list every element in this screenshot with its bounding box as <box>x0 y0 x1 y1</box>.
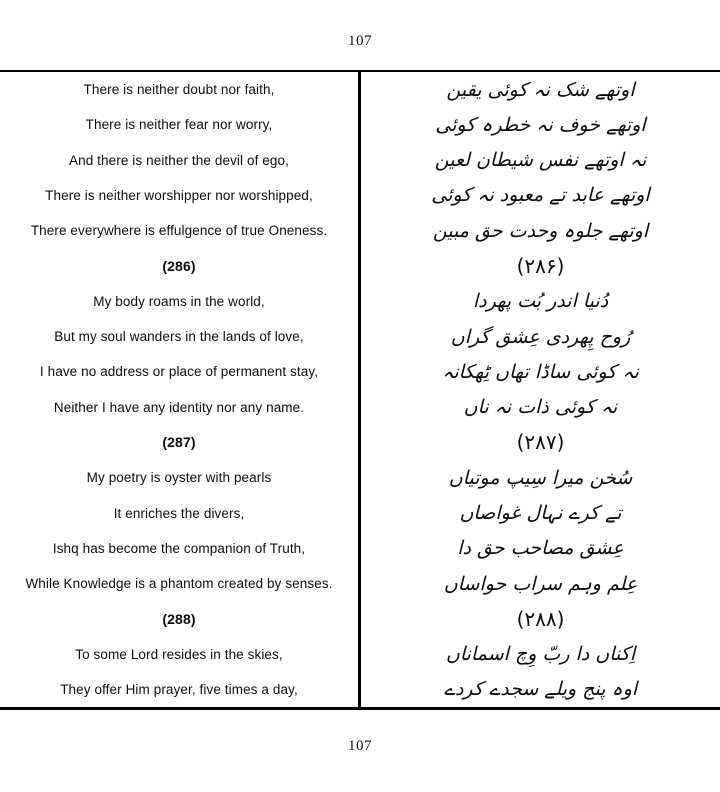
column-divider-rule <box>358 70 361 710</box>
stanza-number-urdu: (۲۸۶) <box>516 254 565 279</box>
verse-line-english: They offer Him prayer, five times a day, <box>60 681 298 697</box>
verse-line-english: Neither I have any identity nor any name. <box>53 399 305 415</box>
verse-line-english: Ishq has become the companion of Truth, <box>52 540 306 556</box>
urdu-column <box>361 72 720 707</box>
verse-line-urdu: نہ کوئی ساڈا تھاں ٹِھکانہ <box>442 360 639 383</box>
verse-line-urdu: دُنیا اندر بُت پھردا <box>472 290 609 313</box>
english-column <box>0 72 358 707</box>
verse-line-urdu: سُخن میرا سِیپ موتیاں <box>448 466 633 489</box>
stanza-number-english: (286) <box>162 258 196 275</box>
verse-line-english: There everywhere is effulgence of true Oneness. <box>30 223 328 239</box>
verse-line-english: My body roams in the world, <box>93 293 265 309</box>
verse-line-english: I have no address or place of permanent stay, <box>39 364 319 380</box>
verse-line-urdu: اوہ پنج ویلے سجدے کردے <box>443 678 638 701</box>
verse-line-urdu: اوتھے شک نہ کوئی یقین <box>446 78 635 101</box>
verse-line-urdu: عِلم وہم سراب حواساں <box>443 572 638 595</box>
verse-line-urdu: اوتھے جلوہ وحدت حق مبین <box>432 219 649 242</box>
verse-line-english: And there is neither the devil of ego, <box>69 152 289 168</box>
page-number-top: 107 <box>348 33 372 49</box>
verse-line-english: To some Lord resides in the skies, <box>75 646 283 662</box>
verse-line-english: It enriches the divers, <box>113 505 245 521</box>
stanza-number-urdu: (۲۸۸) <box>516 606 565 631</box>
stanza-number-urdu: (۲۸۷) <box>516 430 565 455</box>
verse-line-urdu: رُوح پِھردی عِشق گراں <box>450 325 631 348</box>
verse-line-english: There is neither worshipper nor worshipped, <box>45 187 313 203</box>
verse-line-urdu: اوتھے خوف نہ خطرہ کوئی <box>435 113 646 136</box>
verse-line-english: There is neither doubt nor faith, <box>83 82 275 98</box>
verse-line-english: My poetry is oyster with pearls <box>86 470 272 486</box>
page-number-bottom: 107 <box>348 738 372 754</box>
verse-line-urdu: نہ اوتھے نفس شیطان لعین <box>434 149 647 172</box>
verse-line-urdu: نہ کوئی ذات نہ ناں <box>463 396 618 419</box>
stanza-number-english: (287) <box>162 434 196 451</box>
verse-line-urdu: اوتھے عابد تے معبود نہ کوئی <box>431 184 650 207</box>
verse-line-english: But my soul wanders in the lands of love, <box>54 329 304 345</box>
verse-line-english: There is neither fear nor worry, <box>85 117 273 133</box>
stanza-number-english: (288) <box>162 610 196 627</box>
verse-line-urdu: اِکناں دا ربّ وِچ اسماناں <box>445 643 636 666</box>
verse-line-english: While Knowledge is a phantom created by senses. <box>25 576 333 592</box>
verse-line-urdu: عِشق مصاحب حق دا <box>457 537 624 560</box>
verse-line-urdu: تے کرے نہال غواصاں <box>459 502 622 525</box>
